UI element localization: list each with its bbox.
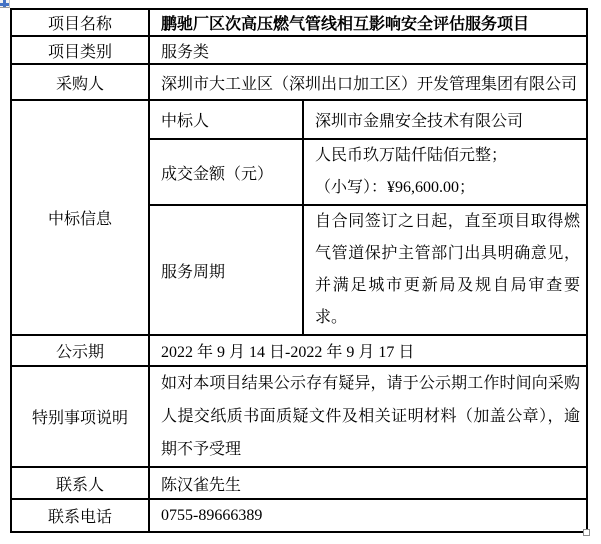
project-category-value: 服务类 (149, 36, 587, 64)
publicity-period-value: 2022 年 9 月 14 日-2022 年 9 月 17 日 (149, 335, 587, 366)
project-name-value: 鹏驰厂区次高压燃气管线相互影响安全评估服务项目 (149, 9, 587, 36)
service-period-label: 服务周期 (149, 205, 303, 335)
purchaser-label: 采购人 (11, 64, 149, 100)
project-category-label: 项目类别 (11, 36, 149, 64)
purchaser-value: 深圳市大工业区（深圳出口加工区）开发管理集团有限公司 (149, 64, 587, 100)
four-way-move-icon (0, 3, 9, 6)
contact-person-label: 联系人 (11, 467, 149, 499)
table-row (11, 499, 587, 532)
table-move-handle[interactable] (0, 0, 10, 8)
winner-value: 深圳市金鼎安全技术有限公司 (303, 100, 587, 139)
contact-phone-label: 联系电话 (11, 499, 149, 532)
bid-announcement-table (10, 8, 588, 533)
table-row (11, 366, 587, 467)
amount-value-line2: （小写）：¥96,600.00； (315, 179, 476, 196)
project-name-label: 项目名称 (11, 9, 149, 36)
bid-info-label: 中标信息 (11, 100, 149, 335)
special-notes-value: 如对本项目结果公示存有疑异，请于公示期工作时间向采购人提交纸质书面质疑文件及相关证明材料（加盖公章），逾期不予受理 (149, 366, 587, 467)
table-row (11, 64, 587, 100)
table-row (11, 9, 587, 36)
amount-label: 成交金额（元） (149, 139, 303, 205)
contact-person-value: 陈汉雀先生 (149, 467, 587, 499)
table-row (11, 335, 587, 366)
winner-label: 中标人 (149, 100, 303, 139)
publicity-period-label: 公示期 (11, 335, 149, 366)
table-row (11, 100, 587, 139)
contact-phone-value: 0755-89666389 (149, 499, 587, 532)
special-notes-label: 特别事项说明 (11, 366, 149, 467)
table-row (11, 467, 587, 499)
service-period-value: 自合同签订之日起，直至项目取得燃气管道保护主管部门出具明确意见，并满足城市更新局及规自局审查要求。 (303, 205, 587, 335)
amount-value (303, 139, 587, 205)
table-row (11, 36, 587, 64)
table-resize-handle[interactable] (583, 529, 590, 536)
amount-value-line1: 人民币玖万陆仟陆佰元整； (315, 147, 508, 164)
